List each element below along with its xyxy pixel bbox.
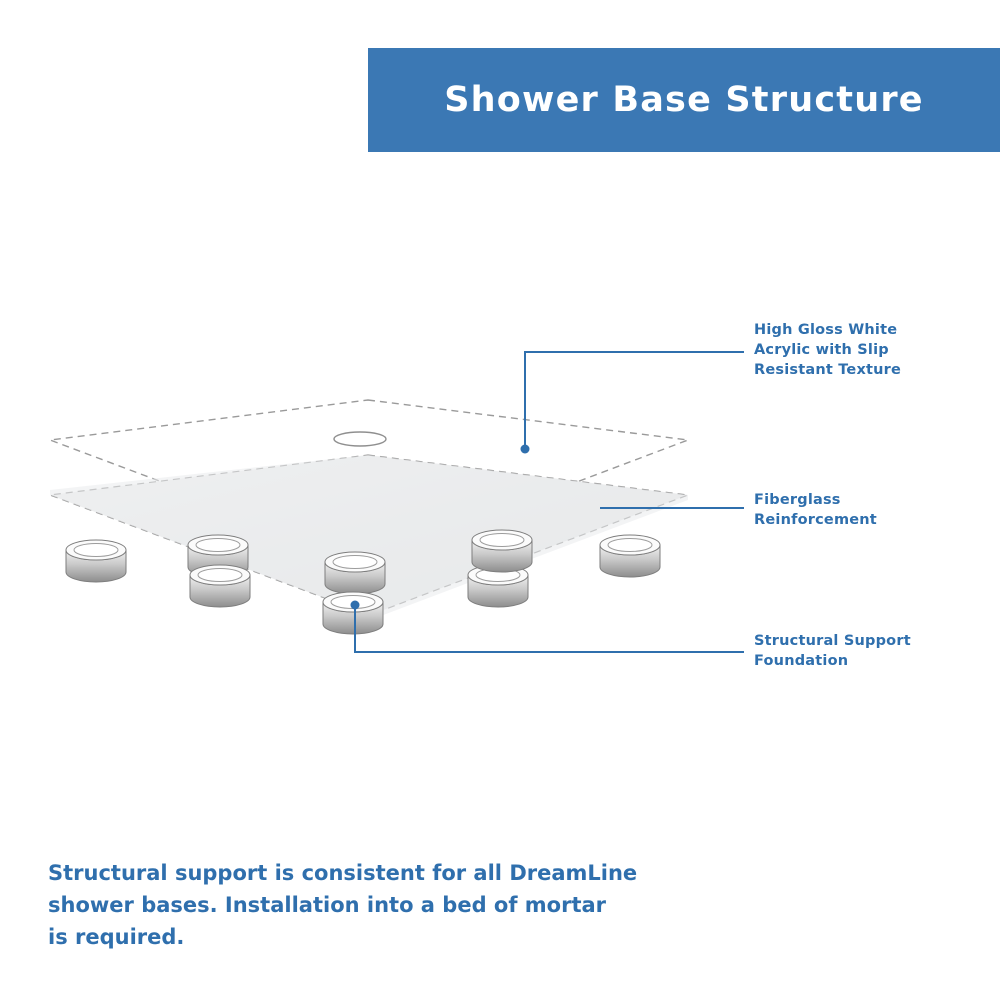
support-ring xyxy=(472,530,532,572)
leader-line-acrylic xyxy=(525,352,744,449)
footer-note-line-3: is required. xyxy=(48,925,185,949)
callout-fiberglass-line-2: Reinforcement xyxy=(754,512,877,528)
support-ring xyxy=(325,552,385,594)
support-ring xyxy=(468,565,528,607)
footer-note xyxy=(48,857,708,953)
support-ring xyxy=(190,565,250,607)
support-rings xyxy=(66,530,660,634)
support-ring xyxy=(66,540,126,582)
callout-acrylic-line-3: Resistant Texture xyxy=(754,362,902,378)
callout-label-fiberglass xyxy=(754,490,984,530)
callout-acrylic-line-1: High Gloss White xyxy=(754,322,898,338)
page-title: Shower Base Structure xyxy=(444,80,924,120)
callout-support-line-2: Foundation xyxy=(754,653,849,669)
callout-leader-lines xyxy=(351,352,745,652)
support-ring xyxy=(188,535,248,577)
leader-dot-support xyxy=(351,601,360,610)
fiberglass-layer xyxy=(50,455,688,620)
leader-dot-acrylic xyxy=(521,445,530,454)
callout-acrylic-line-2: Acrylic with Slip xyxy=(754,342,889,358)
drain-opening xyxy=(334,432,386,446)
support-ring xyxy=(600,535,660,577)
header-banner xyxy=(368,48,1000,152)
callout-label-support xyxy=(754,631,984,671)
callout-label-acrylic xyxy=(754,320,984,380)
callout-fiberglass-line-1: Fiberglass xyxy=(754,492,841,508)
leader-line-support xyxy=(355,605,744,652)
callout-support-line-1: Structural Support xyxy=(754,633,911,649)
acrylic-top-layer xyxy=(50,400,688,560)
footer-note-line-2: shower bases. Installation into a bed of mortar xyxy=(48,893,607,917)
support-ring xyxy=(323,592,383,634)
footer-note-line-1: Structural support is consistent for all DreamLine xyxy=(48,861,638,885)
